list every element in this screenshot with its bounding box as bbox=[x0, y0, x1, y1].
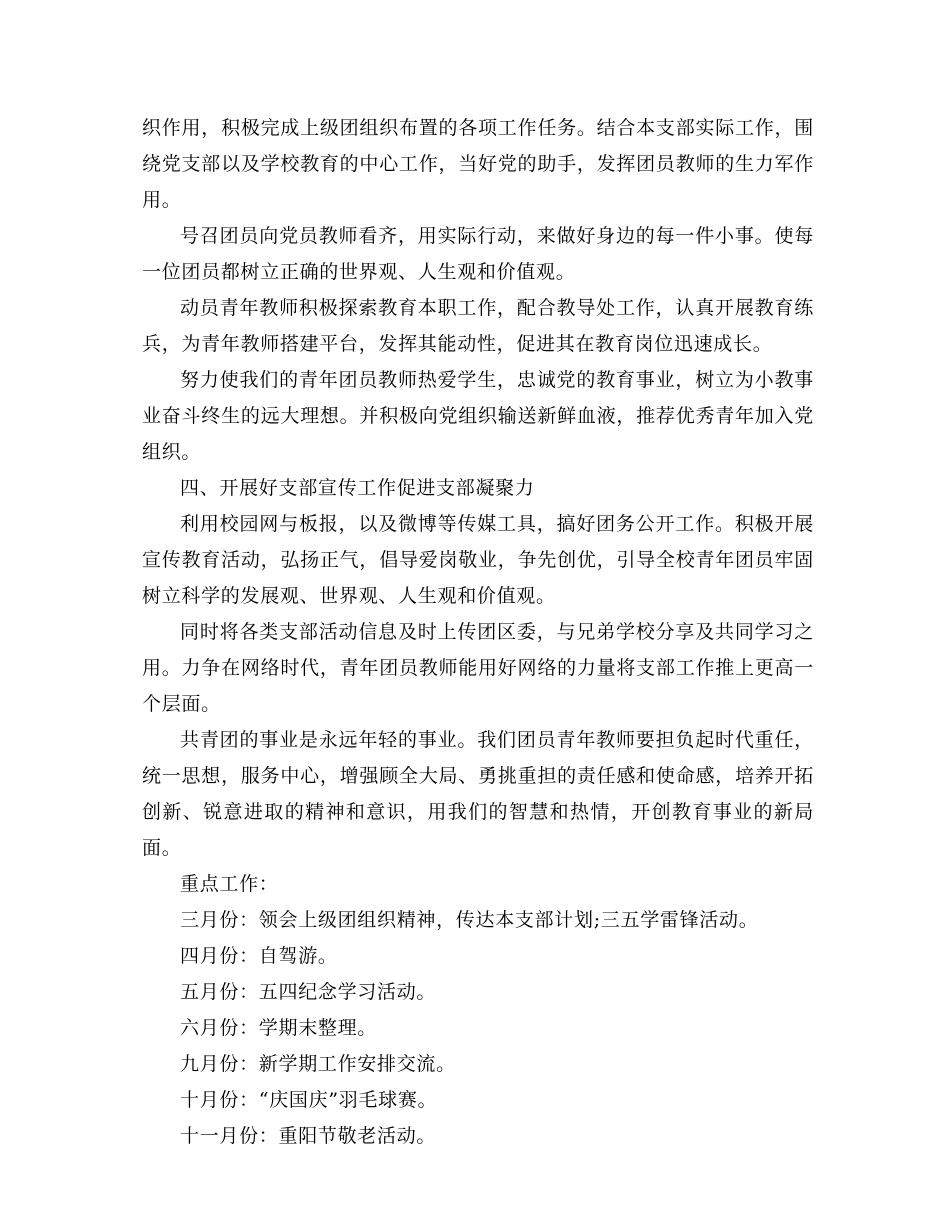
schedule-item-june: 六月份：学期末整理。 bbox=[180, 1017, 378, 1039]
paragraph-conclusion: 共青团的事业是永远年轻的事业。我们团员青年教师要担负起时代重任，统一思想，服务中心，增强顾全大局、勇挑重担的责任感和使命感，培养开拓创新、锐意进取的精神和意识，用我们的智慧和热情，开创教育事业的新局面。 bbox=[142, 729, 814, 859]
paragraph-publicity-tools: 利用校园网与板报，以及微博等传媒工具，搞好团务公开工作。积极开展宣传教育活动，弘扬正气，倡导爱岗敬业，争先创优，引导全校青年团员牢固树立科学的发展观、世界观、人生观和价值观。 bbox=[142, 513, 814, 607]
paragraph-cultivate-ideals: 努力使我们的青年团员教师热爱学生，忠诚党的教育事业，树立为小教事业奋斗终生的远大理想。并积极向党组织输送新鲜血液，推荐优秀青年加入党组织。 bbox=[142, 369, 814, 463]
schedule-item-march: 三月份：领会上级团组织精神，传达本支部计划;三五学雷锋活动。 bbox=[180, 909, 759, 931]
schedule-item-october: 十月份：“庆国庆”羽毛球赛。 bbox=[180, 1089, 438, 1111]
paragraph-continuation: 织作用，积极完成上级团组织布置的各项工作任务。结合本支部实际工作，围绕党支部以及学校教育的中心工作，当好党的助手，发挥团员教师的生力军作用。 bbox=[142, 117, 814, 211]
section-heading-publicity: 四、开展好支部宣传工作促进支部凝聚力 bbox=[180, 477, 535, 499]
schedule-item-september: 九月份：新学期工作安排交流。 bbox=[180, 1053, 456, 1075]
schedule-item-april: 四月份：自驾游。 bbox=[180, 945, 338, 967]
document-body bbox=[142, 110, 814, 1154]
paragraph-mobilize-teachers: 动员青年教师积极探索教育本职工作，配合教导处工作，认真开展教育练兵，为青年教师搭建平台，发挥其能动性，促进其在教育岗位迅速成长。 bbox=[142, 297, 814, 355]
schedule-item-may: 五月份：五四纪念学习活动。 bbox=[180, 981, 437, 1003]
schedule-item-november: 十一月份：重阳节敬老活动。 bbox=[180, 1125, 437, 1147]
key-work-heading: 重点工作： bbox=[180, 873, 279, 895]
paragraph-rally-members: 号召团员向党员教师看齐，用实际行动，来做好身边的每一件小事。使每一位团员都树立正确的世界观、人生观和价值观。 bbox=[142, 225, 814, 283]
paragraph-information-sharing: 同时将各类支部活动信息及时上传团区委，与兄弟学校分享及共同学习之用。力争在网络时代，青年团员教师能用好网络的力量将支部工作推上更高一个层面。 bbox=[142, 621, 814, 715]
